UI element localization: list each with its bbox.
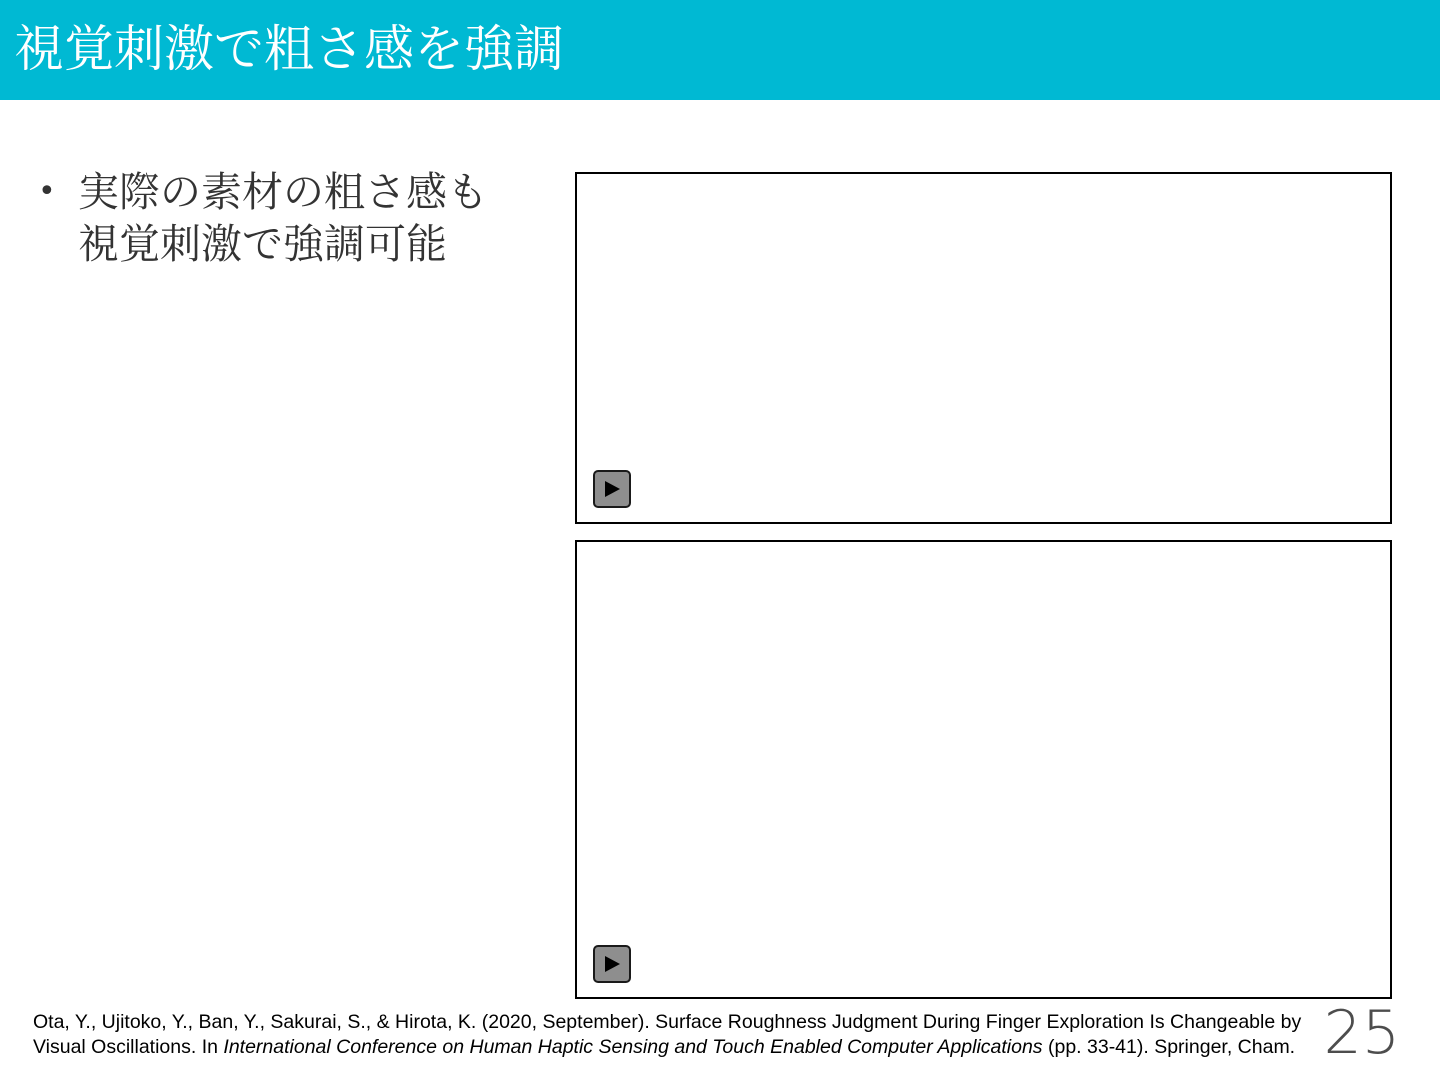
citation bbox=[33, 1010, 1358, 1060]
bullet-list bbox=[38, 166, 558, 270]
video-player-1[interactable] bbox=[575, 172, 1392, 524]
play-icon bbox=[603, 955, 621, 973]
play-button-1[interactable] bbox=[593, 470, 631, 508]
title-bar bbox=[0, 0, 1440, 100]
page-number: 25 bbox=[1323, 998, 1400, 1068]
slide-title: 視覚刺激で粗さ感を強調 bbox=[14, 20, 564, 78]
citation-pages-publisher: (pp. 33-41). Springer, Cham. bbox=[1042, 1036, 1296, 1058]
bullet-text: 実際の素材の粗さ感も 視覚刺激で強調可能 bbox=[78, 168, 488, 268]
video-player-2[interactable] bbox=[575, 540, 1392, 999]
play-icon bbox=[603, 480, 621, 498]
bullet-item bbox=[38, 166, 558, 270]
bullet-marker: • bbox=[38, 174, 56, 209]
play-button-2[interactable] bbox=[593, 945, 631, 983]
citation-proceedings: International Conference on Human Haptic Sensing and Touch Enabled Computer Applications bbox=[223, 1036, 1043, 1058]
citation-authors-title: Ota, Y., Ujitoko, Y., Ban, Y., Sakurai, S., & Hirota, K. (2020, September). Surface Roughness Judgment During Finger Exploration Is Changeable by Visual Oscillations. In bbox=[33, 1011, 1302, 1058]
